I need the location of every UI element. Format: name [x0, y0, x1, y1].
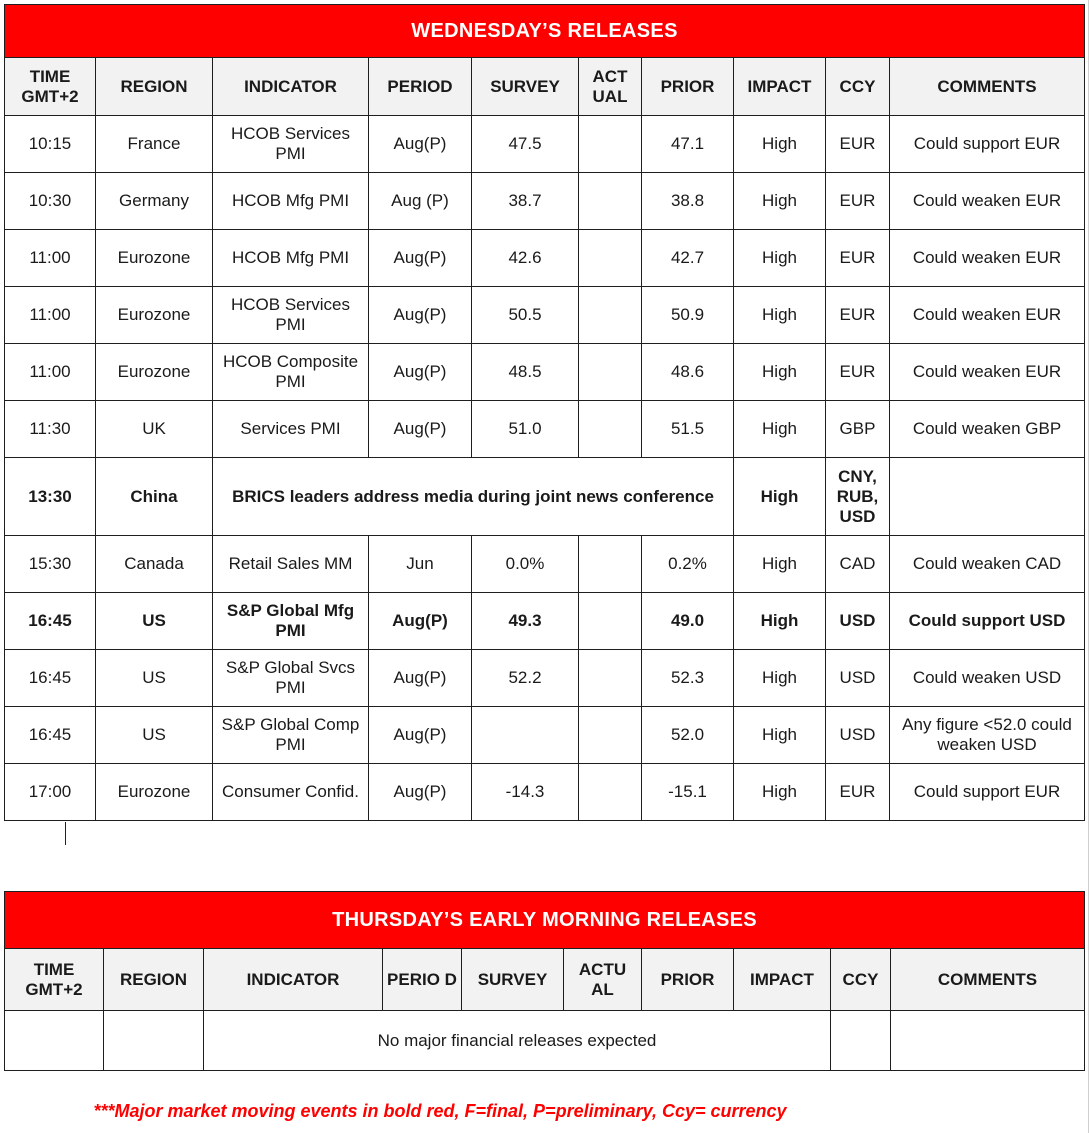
- cell-period: Aug(P): [369, 230, 472, 287]
- cell-period: Aug (P): [369, 173, 472, 230]
- cell-region: US: [96, 593, 213, 650]
- cell-time: 11:00: [5, 230, 96, 287]
- column-header-survey: SURVEY: [472, 58, 579, 116]
- cell-impact: High: [734, 344, 826, 401]
- cell-ccy: EUR: [826, 116, 890, 173]
- cell-time: 11:30: [5, 401, 96, 458]
- cell-actual: [579, 116, 642, 173]
- cell-region: Eurozone: [96, 287, 213, 344]
- cell-impact: High: [734, 230, 826, 287]
- cell-ccy: CAD: [826, 536, 890, 593]
- cell-period: Aug(P): [369, 287, 472, 344]
- cell-indicator: S&P Global Mfg PMI: [213, 593, 369, 650]
- cell-period: Aug(P): [369, 593, 472, 650]
- cell-period: Jun: [369, 536, 472, 593]
- cell-prior: 48.6: [642, 344, 734, 401]
- release-row: [5, 401, 1085, 458]
- cell-survey: 52.2: [472, 650, 579, 707]
- cell-impact: High: [734, 458, 826, 536]
- column-header-region: REGION: [104, 949, 204, 1011]
- no-releases-message: No major financial releases expected: [204, 1011, 831, 1071]
- cell-indicator: Services PMI: [213, 401, 369, 458]
- release-row: [5, 707, 1085, 764]
- event-row: [5, 458, 1085, 536]
- cell-comments: Could support EUR: [890, 764, 1085, 821]
- release-row: [5, 536, 1085, 593]
- thursday-row: [5, 1011, 1085, 1071]
- cell-actual: [579, 536, 642, 593]
- cell-survey: 42.6: [472, 230, 579, 287]
- cell-impact: High: [734, 116, 826, 173]
- cell-prior: 51.5: [642, 401, 734, 458]
- release-row: [5, 173, 1085, 230]
- cell-actual: [579, 707, 642, 764]
- cell-actual: [579, 401, 642, 458]
- cell-indicator: HCOB Composite PMI: [213, 344, 369, 401]
- cell-impact: High: [734, 536, 826, 593]
- cell-ccy: EUR: [826, 287, 890, 344]
- cell-actual: [579, 593, 642, 650]
- cell-actual: [579, 650, 642, 707]
- cell-comments: [891, 1011, 1085, 1071]
- footnote: ***Major market moving events in bold red, F=final, P=preliminary, Ccy= currency: [93, 1101, 787, 1121]
- wednesday-title: WEDNESDAY’S RELEASES: [5, 5, 1085, 58]
- cell-time: 11:00: [5, 344, 96, 401]
- column-header-survey: SURVEY: [462, 949, 564, 1011]
- cell-prior: 0.2%: [642, 536, 734, 593]
- column-header-actual: ACT UAL: [579, 58, 642, 116]
- cell-time: 16:45: [5, 593, 96, 650]
- cell-region: China: [96, 458, 213, 536]
- release-row: [5, 230, 1085, 287]
- cell-prior: 52.0: [642, 707, 734, 764]
- cell-region: France: [96, 116, 213, 173]
- cell-comments: Could weaken CAD: [890, 536, 1085, 593]
- cell-survey: 48.5: [472, 344, 579, 401]
- cell-comments: Could support EUR: [890, 116, 1085, 173]
- cell-period: Aug(P): [369, 401, 472, 458]
- text-cursor-mark: [65, 822, 66, 845]
- release-row: [5, 650, 1085, 707]
- cell-survey: 49.3: [472, 593, 579, 650]
- cell-region: US: [96, 650, 213, 707]
- cell-survey: 50.5: [472, 287, 579, 344]
- cell-survey: 47.5: [472, 116, 579, 173]
- cell-survey: 0.0%: [472, 536, 579, 593]
- cell-impact: High: [734, 173, 826, 230]
- cell-region: US: [96, 707, 213, 764]
- cell-time: 13:30: [5, 458, 96, 536]
- cell-event: BRICS leaders address media during joint news conference: [213, 458, 734, 536]
- cell-prior: 38.8: [642, 173, 734, 230]
- cell-period: Aug(P): [369, 764, 472, 821]
- cell-actual: [579, 173, 642, 230]
- cell-ccy: [831, 1011, 891, 1071]
- cell-ccy: CNY, RUB, USD: [826, 458, 890, 536]
- cell-comments: Could weaken EUR: [890, 344, 1085, 401]
- cell-prior: -15.1: [642, 764, 734, 821]
- cell-comments: Could weaken USD: [890, 650, 1085, 707]
- cell-impact: High: [734, 764, 826, 821]
- cell-ccy: EUR: [826, 173, 890, 230]
- column-header-impact: IMPACT: [734, 949, 831, 1011]
- column-header-prior: PRIOR: [642, 58, 734, 116]
- release-row: [5, 593, 1085, 650]
- cell-period: Aug(P): [369, 650, 472, 707]
- column-header-period: PERIOD: [369, 58, 472, 116]
- cell-region: Eurozone: [96, 230, 213, 287]
- cell-indicator: Consumer Confid.: [213, 764, 369, 821]
- cell-region: Eurozone: [96, 344, 213, 401]
- column-header-region: REGION: [96, 58, 213, 116]
- cell-ccy: USD: [826, 593, 890, 650]
- cell-ccy: EUR: [826, 764, 890, 821]
- cell-ccy: USD: [826, 707, 890, 764]
- thursday-releases-table: [4, 891, 1085, 1071]
- cell-indicator: S&P Global Svcs PMI: [213, 650, 369, 707]
- cell-region: Eurozone: [96, 764, 213, 821]
- cell-survey: 38.7: [472, 173, 579, 230]
- cell-prior: 42.7: [642, 230, 734, 287]
- cell-time: 10:30: [5, 173, 96, 230]
- cell-indicator: HCOB Mfg PMI: [213, 230, 369, 287]
- release-row: [5, 287, 1085, 344]
- cell-comments: Could weaken EUR: [890, 287, 1085, 344]
- cell-ccy: EUR: [826, 230, 890, 287]
- cell-time: 17:00: [5, 764, 96, 821]
- cell-impact: High: [734, 650, 826, 707]
- column-header-impact: IMPACT: [734, 58, 826, 116]
- cell-comments: Could weaken GBP: [890, 401, 1085, 458]
- cell-comments: Any figure <52.0 could weaken USD: [890, 707, 1085, 764]
- cell-survey: [472, 707, 579, 764]
- wednesday-releases-table: [4, 4, 1085, 821]
- column-header-indicator: INDICATOR: [213, 58, 369, 116]
- cell-indicator: S&P Global Comp PMI: [213, 707, 369, 764]
- release-row: [5, 344, 1085, 401]
- cell-ccy: GBP: [826, 401, 890, 458]
- cell-period: Aug(P): [369, 116, 472, 173]
- cell-ccy: USD: [826, 650, 890, 707]
- cell-indicator: HCOB Services PMI: [213, 116, 369, 173]
- cell-indicator: HCOB Mfg PMI: [213, 173, 369, 230]
- cell-impact: High: [734, 401, 826, 458]
- cell-actual: [579, 287, 642, 344]
- cell-time: [5, 1011, 104, 1071]
- cell-time: 11:00: [5, 287, 96, 344]
- cell-region: UK: [96, 401, 213, 458]
- column-header-time: TIME GMT+2: [5, 949, 104, 1011]
- cell-period: Aug(P): [369, 707, 472, 764]
- column-header-ccy: CCY: [831, 949, 891, 1011]
- cell-impact: High: [734, 707, 826, 764]
- cell-region: [104, 1011, 204, 1071]
- cell-impact: High: [734, 287, 826, 344]
- cell-region: Germany: [96, 173, 213, 230]
- cell-prior: 52.3: [642, 650, 734, 707]
- release-row: [5, 116, 1085, 173]
- cell-comments: Could weaken EUR: [890, 173, 1085, 230]
- column-header-indicator: INDICATOR: [204, 949, 383, 1011]
- cell-time: 16:45: [5, 650, 96, 707]
- cell-comments: Could weaken EUR: [890, 230, 1085, 287]
- thursday-title: THURSDAY’S EARLY MORNING RELEASES: [5, 892, 1085, 949]
- cell-region: Canada: [96, 536, 213, 593]
- column-header-ccy: CCY: [826, 58, 890, 116]
- cell-prior: 50.9: [642, 287, 734, 344]
- column-header-comments: COMMENTS: [890, 58, 1085, 116]
- cell-actual: [579, 344, 642, 401]
- cell-period: Aug(P): [369, 344, 472, 401]
- cell-comments: Could support USD: [890, 593, 1085, 650]
- column-header-prior: PRIOR: [642, 949, 734, 1011]
- release-row: [5, 764, 1085, 821]
- cell-time: 16:45: [5, 707, 96, 764]
- column-header-time: TIME GMT+2: [5, 58, 96, 116]
- column-header-actual: ACTU AL: [564, 949, 642, 1011]
- cell-actual: [579, 230, 642, 287]
- cell-ccy: EUR: [826, 344, 890, 401]
- cell-survey: -14.3: [472, 764, 579, 821]
- cell-indicator: HCOB Services PMI: [213, 287, 369, 344]
- cell-prior: 49.0: [642, 593, 734, 650]
- column-header-comments: COMMENTS: [891, 949, 1085, 1011]
- cell-impact: High: [734, 593, 826, 650]
- cell-comments: [890, 458, 1085, 536]
- cell-survey: 51.0: [472, 401, 579, 458]
- cell-time: 15:30: [5, 536, 96, 593]
- page-edge-line: [1088, 0, 1089, 1133]
- column-header-period: PERIO D: [383, 949, 462, 1011]
- cell-indicator: Retail Sales MM: [213, 536, 369, 593]
- cell-actual: [579, 764, 642, 821]
- cell-prior: 47.1: [642, 116, 734, 173]
- cell-time: 10:15: [5, 116, 96, 173]
